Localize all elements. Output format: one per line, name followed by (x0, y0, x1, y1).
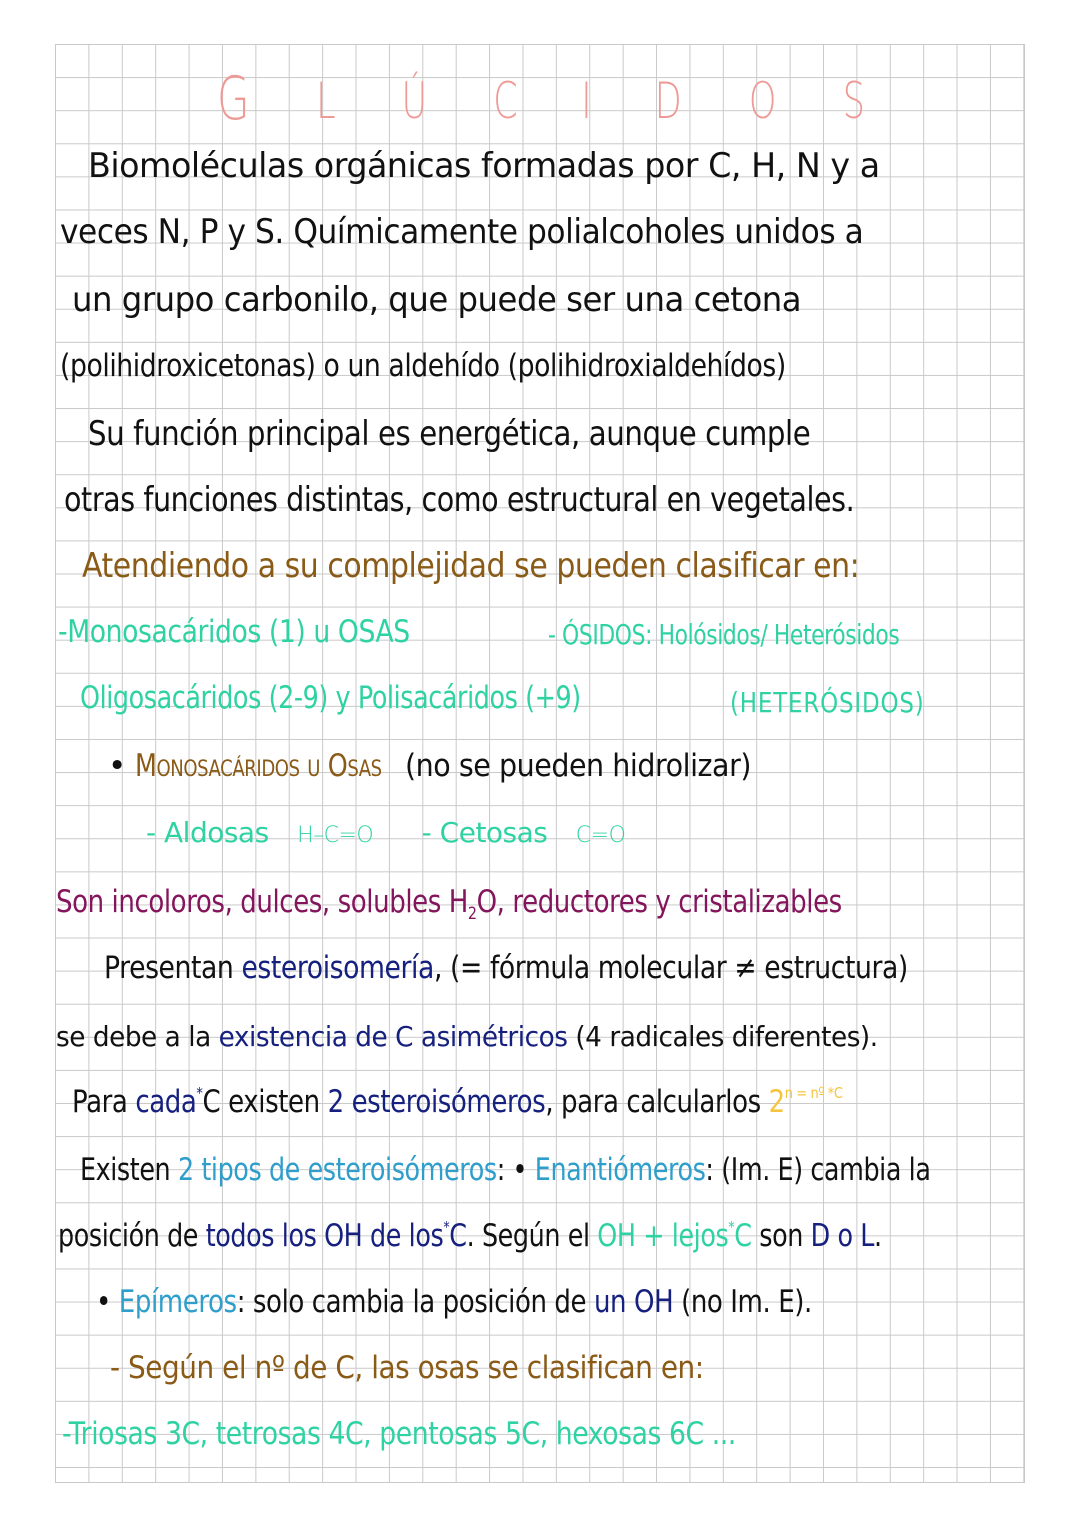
oligo-poly-label: Oligosacáridos (2-9) y Polisacáridos (+9) (80, 680, 581, 716)
text: (no Im. E). (673, 1284, 812, 1320)
text: se debe a la (56, 1020, 219, 1053)
text: posición de (58, 1218, 206, 1254)
calc-line (72, 1084, 989, 1120)
asterisk: * (443, 1218, 450, 1237)
formula-base: 2 (768, 1084, 785, 1120)
intro-line-3 (72, 280, 839, 320)
title-letter: D (654, 72, 682, 130)
title-letter: O (749, 72, 777, 130)
title-letter: L (316, 72, 336, 130)
text: C (734, 1218, 752, 1254)
title-letter: S (842, 72, 866, 130)
text: , para calcularlos (545, 1084, 769, 1120)
text: : • (496, 1152, 535, 1188)
title-letter: C (493, 72, 518, 130)
text: veces N, P y S. Químicamente polialcoholes unidos a (60, 212, 864, 252)
text: Son incoloros, dulces, solubles H (56, 884, 468, 920)
epimers-term: Epímeros (118, 1284, 237, 1320)
types-line (80, 1152, 1080, 1188)
text: Su función principal es energética, aunque cumple (88, 414, 811, 454)
text: (4 radicales diferentes). (567, 1020, 878, 1053)
text: un OH (593, 1284, 674, 1320)
classification-osidos (548, 618, 998, 651)
asterisk: * (196, 1084, 203, 1103)
text: (HETERÓSIDOS) (730, 686, 925, 719)
text: : solo cambia la posición de (236, 1284, 594, 1320)
epimers-line (96, 1284, 948, 1320)
d-or-l: D o L (810, 1218, 875, 1254)
monosaccharides-title: Monosacáridos u Osas (135, 748, 382, 784)
classification-line-2 (80, 680, 691, 716)
text: : (Im. E) cambia la (705, 1152, 931, 1188)
text: Biomoléculas orgánicas formadas por C, H, N y a (88, 146, 880, 186)
carbon-classification-heading (110, 1350, 770, 1386)
text: todos los OH de los (205, 1218, 444, 1254)
hydrolysis-note: (no se pueden hidrolizar) (405, 748, 752, 784)
types-term: 2 tipos de esteroisómeros (177, 1152, 497, 1188)
page-title (210, 64, 870, 134)
stereoisomerism-term: esteroisomería (241, 950, 434, 986)
stereoisomerism-line (104, 950, 1039, 986)
stereoisomers-count: 2 esteroisómeros (327, 1084, 546, 1120)
asterisk: * (728, 1218, 735, 1237)
aldosas-label: - Aldosas (146, 816, 269, 849)
monosaccharides-label: -Monosacáridos (1) u OSAS (58, 614, 410, 650)
subscript: 2 (467, 904, 477, 925)
text: Atendiendo a su complejidad se pueden clasificar en: (82, 546, 860, 586)
asymmetric-carbon-line (56, 1020, 930, 1053)
title-letter: I (580, 72, 592, 130)
cetosas-label: - Cetosas (421, 816, 548, 849)
text: otras funciones distintas, como estructural en vegetales. (64, 480, 855, 520)
text: (polihidroxicetonas) o un aldehído (polihidroxialdehídos) (60, 348, 786, 384)
enantiomers-detail-line (58, 1218, 1063, 1254)
text: Para (72, 1084, 136, 1120)
text: O, reductores y cristalizables (476, 884, 842, 920)
heterosidos-label (730, 686, 967, 719)
text: -Triosas 3C, tetrosas 4C, pentosas 5C, hexosas 6C ... (62, 1416, 736, 1452)
text: Presentan (104, 950, 242, 986)
bullet: • (108, 748, 126, 784)
text: . (874, 1218, 882, 1254)
aldehyde-formula: H–C=O (297, 823, 374, 848)
text: C existen (202, 1084, 328, 1120)
formula-exponent: n = nº *C (784, 1084, 843, 1103)
text: - Según el nº de C, las osas se clasifican en: (110, 1350, 704, 1386)
text: cada (135, 1084, 197, 1120)
function-line-2 (64, 480, 1005, 520)
text: . Según el (466, 1218, 598, 1254)
intro-line-2 (60, 212, 933, 252)
classification-heading (82, 546, 965, 586)
title-letter: Ú (401, 72, 427, 130)
text: un grupo carbonilo, que puede ser una cetona (72, 280, 802, 320)
aldosas-cetosas-line (146, 816, 625, 849)
text: OH + lejos (597, 1218, 729, 1254)
enantiomers-term: Enantiómeros (534, 1152, 706, 1188)
text: son (751, 1218, 811, 1254)
text: Existen (80, 1152, 178, 1188)
monosaccharides-heading (108, 748, 782, 784)
ketone-formula: C=O (575, 823, 626, 848)
intro-line-4 (60, 348, 904, 384)
text: , (= fórmula molecular ≠ estructura) (433, 950, 908, 986)
osidos-label: - ÓSIDOS: Holósidos/ Heterósidos (548, 618, 900, 651)
title-letter: G (216, 64, 250, 134)
bullet: • (96, 1284, 111, 1320)
carbon-classification-list (62, 1416, 846, 1452)
function-line-1 (88, 414, 928, 454)
properties-line (56, 884, 992, 924)
text: C (449, 1218, 467, 1254)
intro-line-1 (88, 146, 896, 186)
asymmetric-carbons-term: existencia de C asimétricos (218, 1020, 568, 1053)
classification-line-1 (58, 614, 467, 650)
